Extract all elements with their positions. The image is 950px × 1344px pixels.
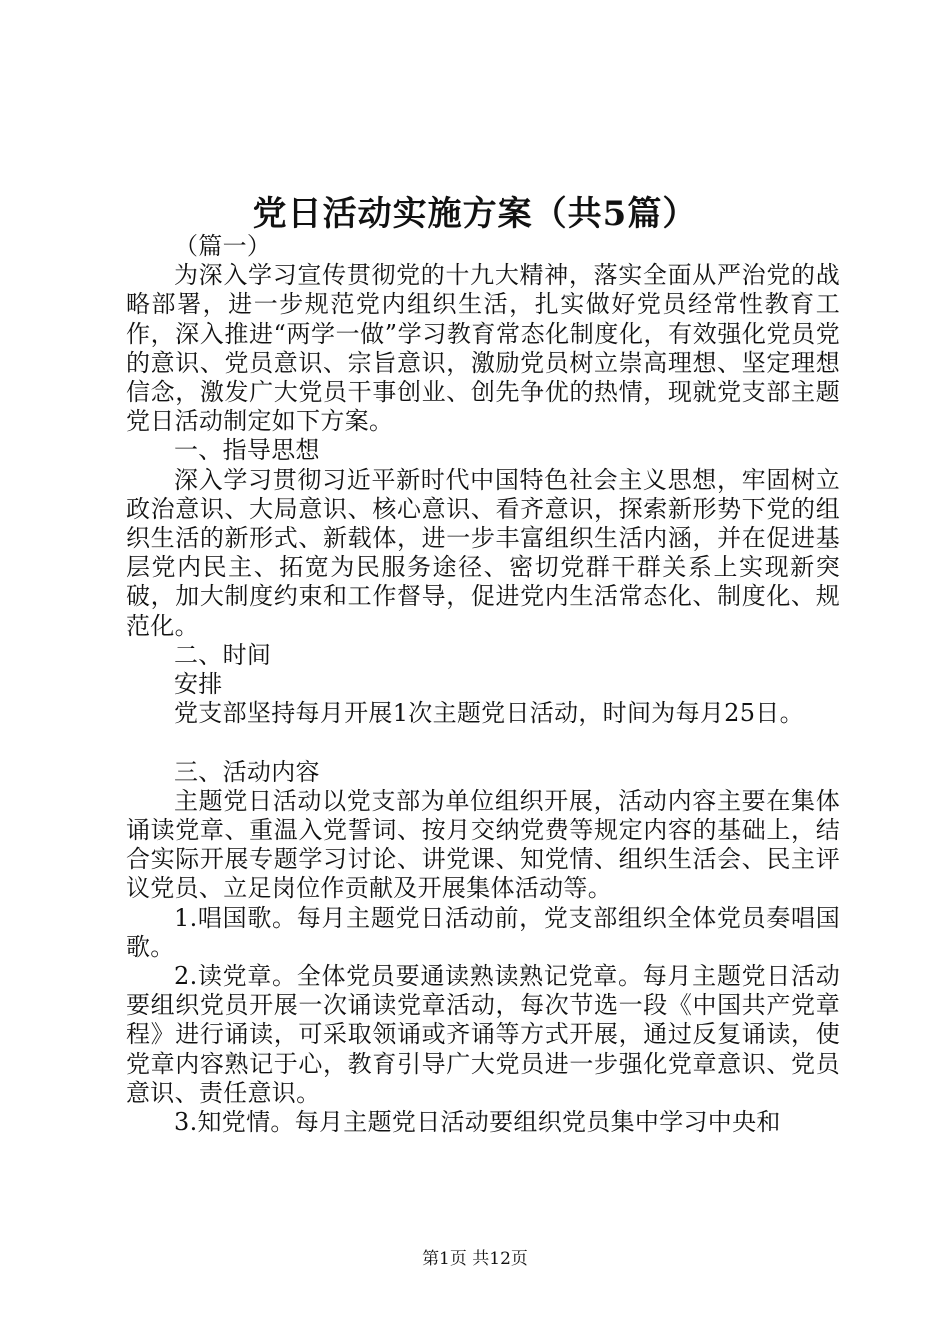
item-sing-anthem: 1.唱国歌。每月主题党日活动前，党支部组织全体党员奏唱国歌。 — [126, 903, 840, 961]
guiding-ideology-paragraph: 深入学习贯彻习近平新时代中国特色社会主义思想，牢固树立政治意识、大局意识、核心意识、看齐意识，探索新形势下党的组织生活的新形式、新载体，进一步丰富组织生活内涵，并在促进基层党内民主、拓宽为民服务途径、密切党群干群关系上实现新突破，加大制度约束和工作督导，促进党内生活常态化、制度化、规范化。 — [126, 465, 840, 640]
document-body — [126, 232, 840, 1137]
heading-time: 二、时间 — [174, 640, 272, 669]
heading-guiding-ideology: 一、指导思想 — [174, 436, 320, 465]
activity-content-paragraph: 主题党日活动以党支部为单位组织开展，活动内容主要在集体诵读党章、重温入党誓词、按月交纳党费等规定内容的基础上，结合实际开展专题学习讨论、讲党课、知党情、组织生活会、民主评议党员、立足岗位作贡献及开展集体活动等。 — [126, 786, 840, 903]
intro-paragraph: 为深入学习宣传贯彻党的十九大精神，落实全面从严治党的战略部署，进一步规范党内组织生活，扎实做好党员经常性教育工作，深入推进“两学一做”学习教育常态化制度化，有效强化党员党的意识、党员意识、宗旨意识，激励党员树立崇高理想、坚定理想信念，激发广大党员干事创业、创先争优的热情，现就党支部主题党日活动制定如下方案。 — [126, 261, 840, 436]
section-label-part-one: （篇一） — [174, 232, 272, 260]
item-know-party: 3.知党情。每月主题党日活动要组织党员集中学习中央和 — [174, 1108, 781, 1137]
item-read-constitution: 2.读党章。全体党员要通读熟读熟记党章。每月主题党日活动要组织党员开展一次诵读党章活动，每次节选一段《中国共产党章程》进行诵读，可采取领诵或齐诵等方式开展，通过反复诵读，使党章内容熟记于心，教育引导广大党员进一步强化党章意识、党员意识、责任意识。 — [126, 962, 840, 1107]
heading-activity-content: 三、活动内容 — [174, 757, 320, 786]
document-title: 党日活动实施方案（共5篇） — [252, 194, 698, 234]
heading-arrangement: 安排 — [174, 670, 223, 699]
time-paragraph: 党支部坚持每月开展1次主题党日活动，时间为每月25日。 — [174, 699, 804, 728]
page-footer: 第1页 共12页 — [422, 1249, 528, 1269]
